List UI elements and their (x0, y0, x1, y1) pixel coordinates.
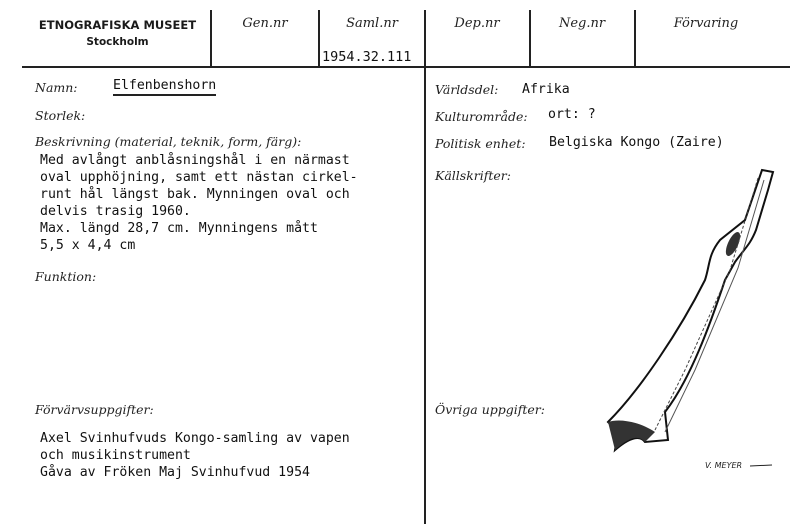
text-line: runt hål längst bak. Mynningen oval och (40, 187, 350, 202)
text-line: Med avlångt anblåsningshål i en närmast (40, 153, 350, 168)
forvarv-text (40, 430, 350, 481)
text-line: oval upphöjning, samt ett nästan cirkel- (40, 170, 358, 185)
kulturomrade-label: Kulturområde: (435, 109, 528, 124)
namn-value: Elfenbenshorn (113, 78, 216, 96)
politisk-label: Politisk enhet: (435, 136, 526, 151)
text-line: Gåva av Fröken Maj Svinhufvud 1954 (40, 465, 310, 480)
beskrivning-label: Beskrivning (material, teknik, form, färg): (35, 134, 302, 149)
gen-nr-label: Gen.nr (242, 16, 288, 31)
divider (424, 10, 426, 524)
museum-city: Stockholm (86, 36, 149, 48)
header-rule (22, 66, 790, 68)
politisk-value: Belgiska Kongo (Zaire) (549, 135, 724, 150)
funktion-label: Funktion: (35, 269, 97, 284)
horn-outline (608, 170, 773, 450)
dep-nr-label: Dep.nr (454, 16, 500, 31)
kallskrifter-label: Källskrifter: (435, 168, 511, 183)
horn-illustration (560, 150, 800, 490)
forvaring-label: Förvaring (673, 16, 739, 31)
saml-nr-label: Saml.nr (346, 16, 398, 31)
text-line: delvis trasig 1960. (40, 204, 191, 219)
text-line: 5,5 x 4,4 cm (40, 238, 136, 253)
beskrivning-text (40, 152, 358, 254)
forvarv-label: Förvärvsuppgifter: (35, 402, 154, 417)
varldsdel-value: Afrika (522, 82, 570, 97)
neg-nr-label: Neg.nr (558, 16, 606, 31)
varldsdel-label: Världsdel: (435, 82, 499, 97)
text-line: och musikinstrument (40, 448, 191, 463)
storlek-label: Storlek: (35, 108, 86, 123)
signature: V. MEYER (705, 461, 743, 470)
museum-name: ETNOGRAFISKA MUSEET (38, 18, 197, 32)
museum-header (30, 18, 205, 48)
saml-nr-value: 1954.32.111 (322, 49, 412, 65)
text-line: Max. längd 28,7 cm. Mynningens mått (40, 221, 318, 236)
namn-label: Namn: (35, 80, 78, 95)
ovriga-label: Övriga uppgifter: (435, 402, 545, 417)
kulturomrade-value: ort: ? (548, 107, 596, 122)
text-line: Axel Svinhufvuds Kongo-samling av vapen (40, 431, 350, 446)
